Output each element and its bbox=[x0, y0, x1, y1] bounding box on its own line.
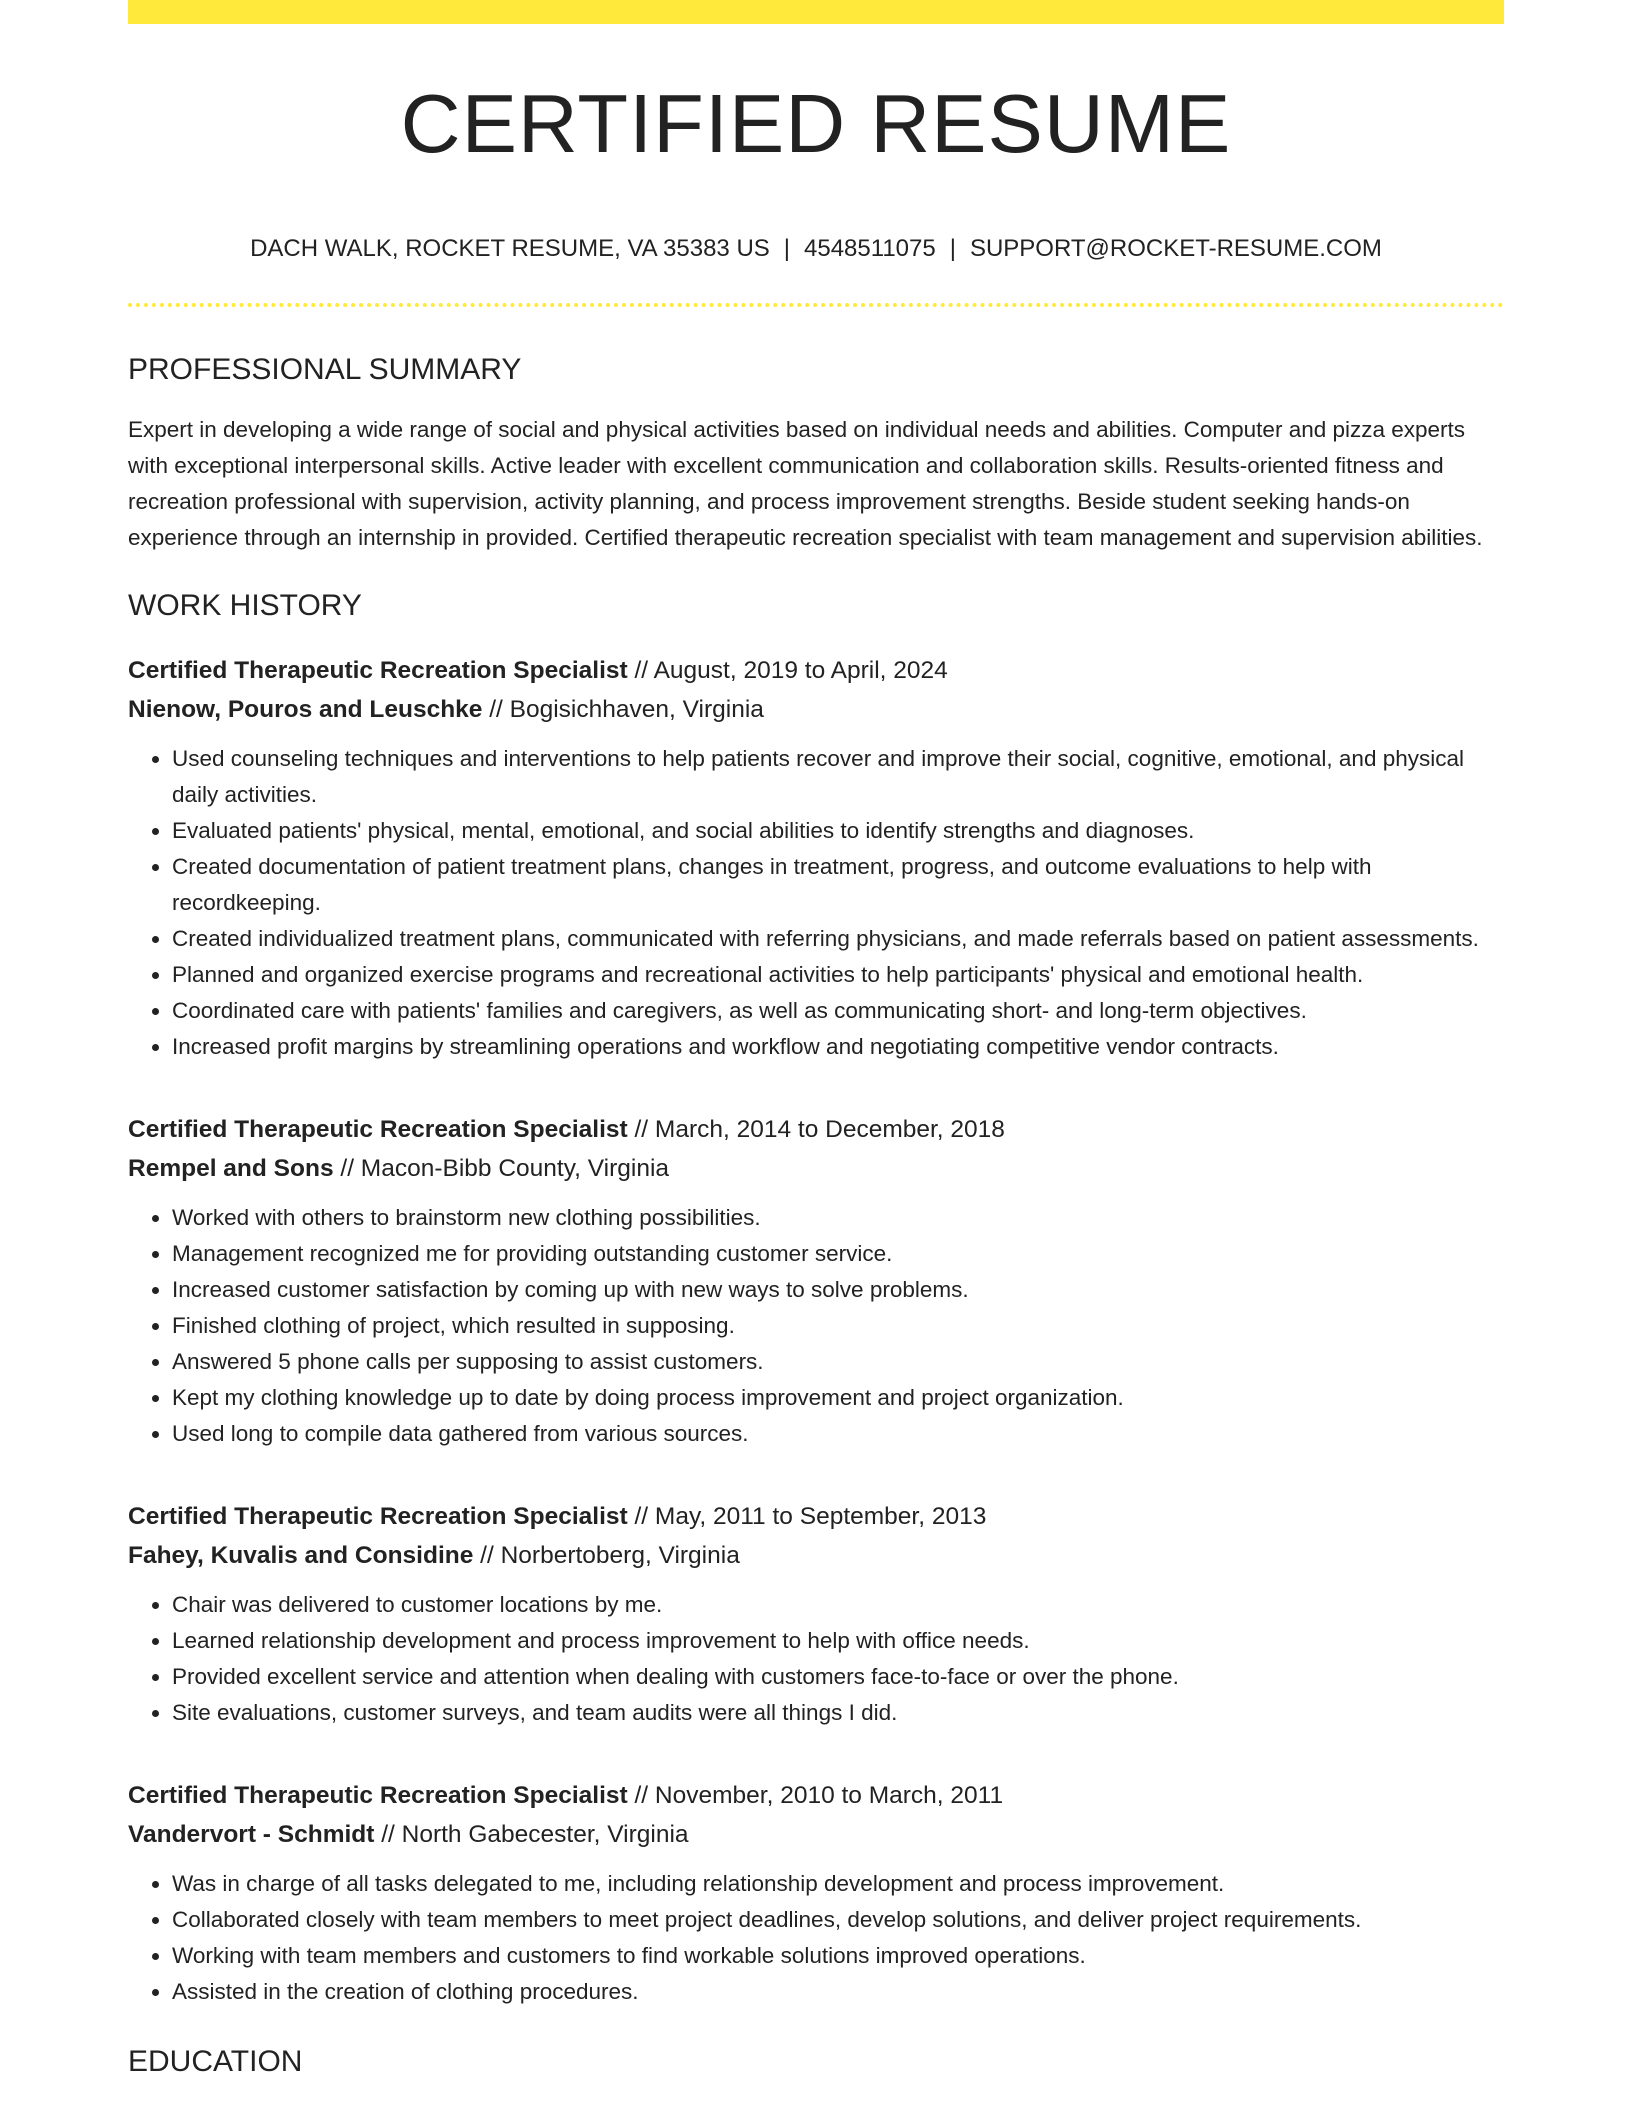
job-bullet: • Learned relationship development and process improvement to help with office needs. bbox=[172, 1623, 1504, 1659]
job-bullet-list bbox=[128, 1866, 1504, 2010]
job-bullet: • Answered 5 phone calls per supposing to assist customers. bbox=[172, 1344, 1504, 1380]
job-bullet: • Created documentation of patient treatment plans, changes in treatment, progress, and outcome evaluations to help with recordkeeping. bbox=[172, 849, 1504, 921]
job-dates: // March, 2014 to December, 2018 bbox=[627, 1115, 1005, 1143]
job-bullet: • Provided excellent service and attention when dealing with customers face-to-face or over the phone. bbox=[172, 1659, 1504, 1695]
job-bullet: • Worked with others to brainstorm new clothing possibilities. bbox=[172, 1200, 1504, 1236]
job-title-line bbox=[128, 651, 1504, 690]
job-company: Rempel and Sons bbox=[128, 1154, 334, 1182]
job-company: Vandervort - Schmidt bbox=[128, 1820, 375, 1848]
job-company-line bbox=[128, 1149, 1504, 1188]
job-dates: // November, 2010 to March, 2011 bbox=[627, 1781, 1004, 1809]
job-bullet: • Evaluated patients' physical, mental, emotional, and social abilities to identify strengths and diagnoses. bbox=[172, 813, 1504, 849]
job-role: Certified Therapeutic Recreation Specialist bbox=[128, 656, 628, 684]
job-role: Certified Therapeutic Recreation Specialist bbox=[128, 1115, 628, 1143]
job-bullet: • Collaborated closely with team members to meet project deadlines, develop solutions, and deliver project requirements. bbox=[172, 1902, 1504, 1938]
job-bullet-list bbox=[128, 1587, 1504, 1731]
summary-text: Expert in developing a wide range of social and physical activities based on individual needs and abilities. Computer and pizza experts with exceptional interpersonal skills. Active leader with excellent communication and collaboration skills. Results-oriented fitness and recreation professional with supervision, activity planning, and process improvement strengths. Beside student seeking hands-on experience through an internship in provided. Certified therapeutic recreation specialist with team management and supervision abilities. bbox=[128, 416, 1483, 550]
job-bullet-list bbox=[128, 741, 1504, 1065]
job-entry bbox=[128, 1497, 1504, 1731]
job-location: // North Gabecester, Virginia bbox=[374, 1820, 689, 1848]
job-bullet: • Working with team members and customers to find workable solutions improved operations. bbox=[172, 1938, 1504, 1974]
job-location: // Norbertoberg, Virginia bbox=[473, 1541, 740, 1569]
contact-line bbox=[128, 235, 1504, 264]
job-bullet: • Increased profit margins by streamlining operations and workflow and negotiating competitive vendor contracts. bbox=[172, 1029, 1504, 1065]
job-title-line bbox=[128, 1497, 1504, 1536]
work-history-list bbox=[128, 651, 1504, 2010]
contact-address: DACH WALK, ROCKET RESUME, VA 35383 US bbox=[250, 235, 770, 262]
job-role: Certified Therapeutic Recreation Specialist bbox=[128, 1502, 628, 1530]
job-location: // Macon-Bibb County, Virginia bbox=[333, 1154, 670, 1182]
job-bullet: • Chair was delivered to customer locations by me. bbox=[172, 1587, 1504, 1623]
job-title-line bbox=[128, 1776, 1504, 1815]
job-company: Fahey, Kuvalis and Considine bbox=[128, 1541, 474, 1569]
job-bullet: • Site evaluations, customer surveys, and team audits were all things I did. bbox=[172, 1695, 1504, 1731]
job-company-line bbox=[128, 1815, 1504, 1854]
job-company-line bbox=[128, 690, 1504, 729]
job-dates: // May, 2011 to September, 2013 bbox=[627, 1502, 987, 1530]
job-bullet: • Kept my clothing knowledge up to date by doing process improvement and project organization. bbox=[172, 1380, 1504, 1416]
job-bullet: • Management recognized me for providing outstanding customer service. bbox=[172, 1236, 1504, 1272]
job-dates: // August, 2019 to April, 2024 bbox=[627, 656, 948, 684]
job-entry bbox=[128, 1110, 1504, 1452]
job-company-line bbox=[128, 1536, 1504, 1575]
job-bullet: • Was in charge of all tasks delegated to me, including relationship development and process improvement. bbox=[172, 1866, 1504, 1902]
job-company: Nienow, Pouros and Leuschke bbox=[128, 695, 483, 723]
job-bullet-list bbox=[128, 1200, 1504, 1452]
job-bullet: • Finished clothing of project, which resulted in supposing. bbox=[172, 1308, 1504, 1344]
work-history-heading: WORK HISTORY bbox=[128, 588, 362, 622]
job-bullet: • Used counseling techniques and interventions to help patients recover and improve their social, cognitive, emotional, and physical daily activities. bbox=[172, 741, 1504, 813]
job-bullet: • Increased customer satisfaction by coming up with new ways to solve problems. bbox=[172, 1272, 1504, 1308]
job-bullet: • Created individualized treatment plans, communicated with referring physicians, and made referrals based on patient assessments. bbox=[172, 921, 1504, 957]
job-entry bbox=[128, 1776, 1504, 2010]
job-location: // Bogisichhaven, Virginia bbox=[482, 695, 764, 723]
job-bullet: • Assisted in the creation of clothing procedures. bbox=[172, 1974, 1504, 2010]
summary-heading: PROFESSIONAL SUMMARY bbox=[128, 352, 522, 386]
resume-page bbox=[128, 0, 1504, 2080]
job-bullet: • Coordinated care with patients' families and caregivers, as well as communicating short- and long-term objectives. bbox=[172, 993, 1504, 1029]
contact-email: SUPPORT@ROCKET-RESUME.COM bbox=[969, 235, 1382, 262]
education-heading: EDUCATION bbox=[128, 2044, 303, 2078]
job-title-line bbox=[128, 1110, 1504, 1149]
accent-top-bar bbox=[128, 0, 1504, 24]
contact-separator: | bbox=[949, 235, 956, 262]
job-bullet: • Used long to compile data gathered from various sources. bbox=[172, 1416, 1504, 1452]
dotted-divider bbox=[128, 303, 1504, 307]
job-bullet: • Planned and organized exercise programs and recreational activities to help participants' physical and emotional health. bbox=[172, 957, 1504, 993]
contact-phone: 4548511075 bbox=[804, 235, 936, 262]
contact-separator: | bbox=[783, 235, 791, 262]
job-role: Certified Therapeutic Recreation Specialist bbox=[128, 1781, 628, 1809]
job-entry bbox=[128, 651, 1504, 1065]
resume-name: CERTIFIED RESUME bbox=[400, 77, 1232, 170]
